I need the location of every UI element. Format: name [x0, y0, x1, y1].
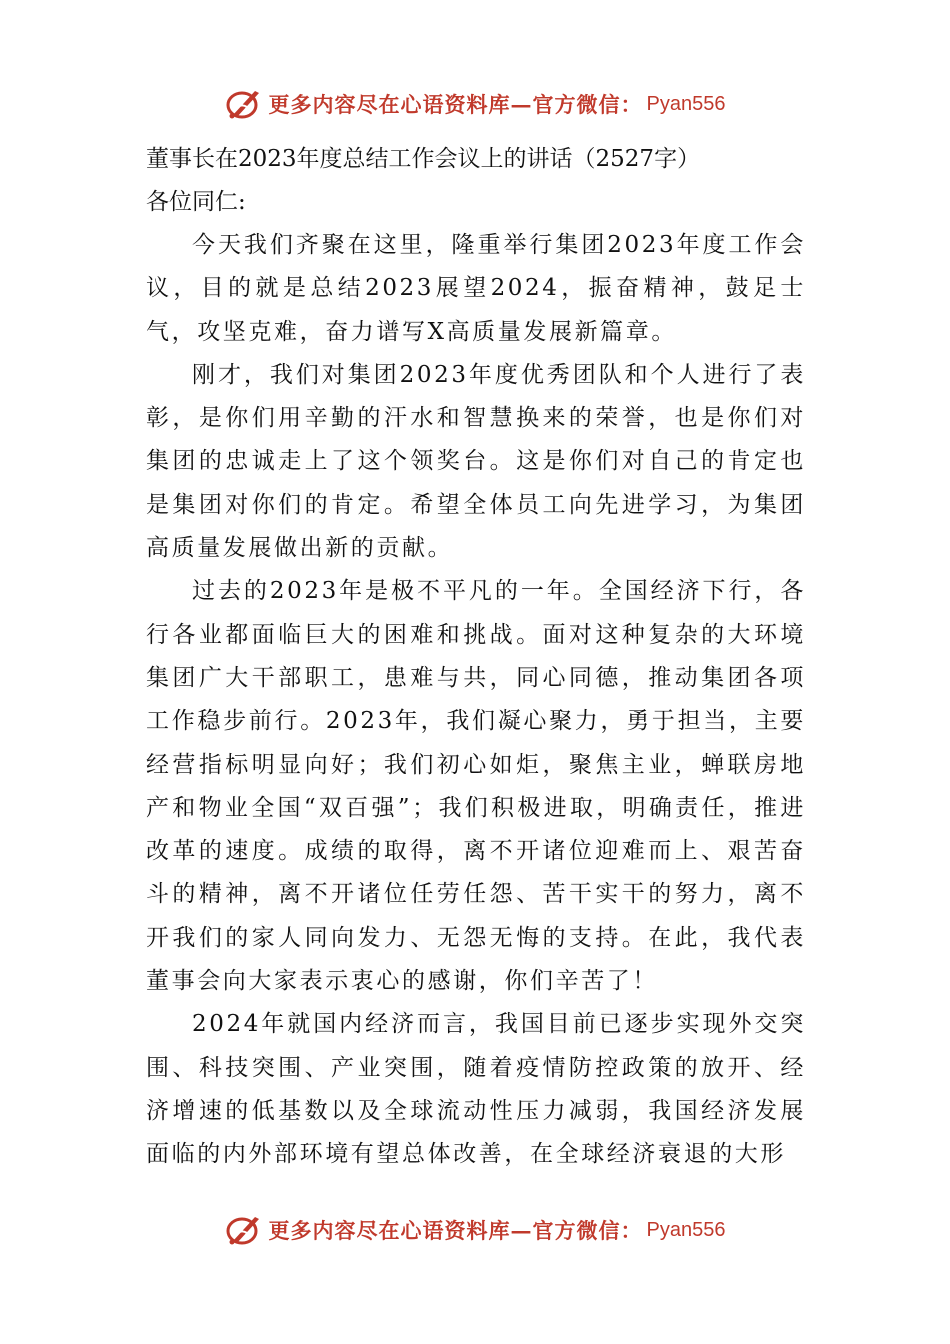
document-title: 董事长在2023年度总结工作会议上的讲话（2527字） — [146, 146, 701, 172]
header-banner — [0, 84, 950, 124]
paragraph: 2024年就国内经济而言，我国目前已逐步实现外交突围、科技突围、产业突围，随着疫情防控政策的放开、经济增速的低基数以及全球流动性压力减弱，我国经济发展面临的内外部环境有望总体改善，在全球经济衰退的大形 — [146, 1011, 806, 1168]
paragraph: 今天我们齐聚在这里，隆重举行集团2023年度工作会议，目的就是总结2023展望2024，振奋精神，鼓足士气，攻坚克难，奋力谱写X高质量发展新篇章。 — [146, 232, 806, 345]
salutation: 各位同仁: — [146, 189, 246, 215]
quill-pen-circle-icon — [225, 1213, 263, 1247]
banner-text: 更多内容尽在心语资料库—官方微信： — [268, 92, 643, 117]
banner-wechat-id: Pyan556 — [646, 92, 726, 115]
footer-banner — [0, 1210, 950, 1250]
paragraph: 刚才，我们对集团2023年度优秀团队和个人进行了表彰，是你们用辛勤的汗水和智慧换来的荣誉，也是你们对集团的忠诚走上了这个领奖台。这是你们对自己的肯定也是集团对你们的肯定。希望全体员工向先进学习，为集团高质量发展做出新的贡献。 — [146, 361, 806, 562]
document-body — [146, 138, 806, 1177]
banner-wechat-id: Pyan556 — [646, 1218, 726, 1241]
quill-pen-circle-icon — [225, 87, 263, 121]
banner-text: 更多内容尽在心语资料库—官方微信： — [268, 1218, 643, 1243]
paragraph: 过去的2023年是极不平凡的一年。全国经济下行，各行各业都面临巨大的困难和挑战。面对这种复杂的大环境集团广大干部职工，患难与共，同心同德，推动集团各项工作稳步前行。2023年，我们凝心聚力，勇于担当，主要经营指标明显向好；我们初心如炬，聚焦主业，蝉联房地产和物业全国“双百强”；我们积极进取，明确责任，推进改革的速度。成绩的取得，离不开诸位迎难而上、艰苦奋斗的精神，离不开诸位任劳任怨、苦干实干的努力，离不开我们的家人同向发力、无怨无悔的支持。在此，我代表董事会向大家表示衷心的感谢，你们辛苦了！ — [146, 578, 806, 995]
